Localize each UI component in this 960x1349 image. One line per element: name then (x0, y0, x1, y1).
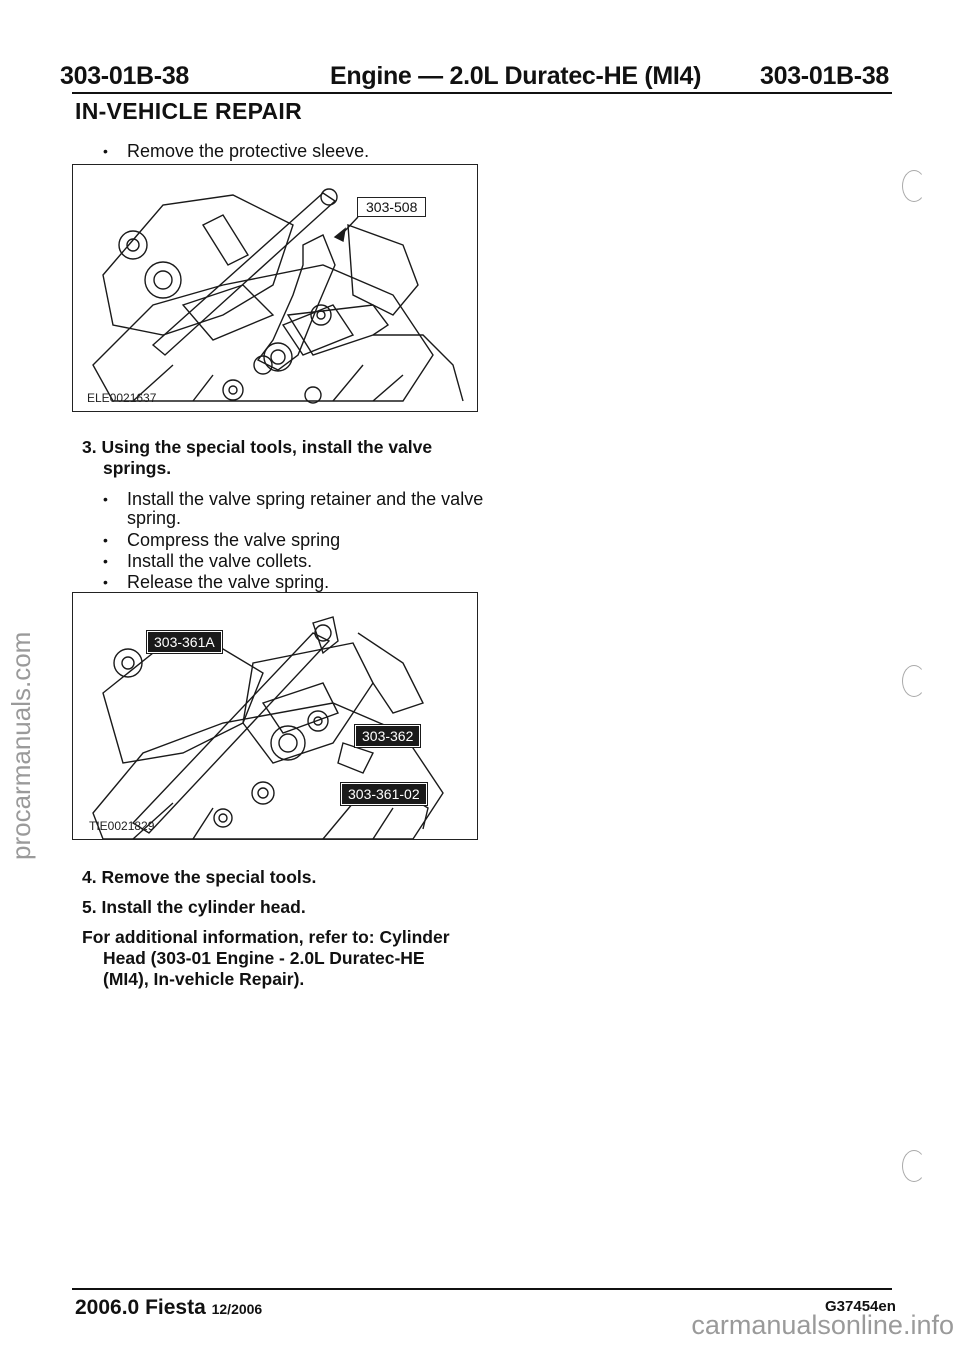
bullet-item (103, 530, 341, 551)
footer-rule (72, 1288, 892, 1290)
footer-date: 12/2006 (211, 1301, 263, 1317)
bullet-text: Release the valve spring. (127, 572, 330, 592)
step-4: 4. Remove the special tools. (82, 867, 317, 887)
bullet-icon: • (103, 574, 108, 590)
header-rule (72, 92, 892, 94)
footer-model-name: 2006.0 Fiesta (75, 1296, 206, 1319)
bullet-icon: • (103, 491, 108, 507)
bullet-icon: • (103, 143, 108, 159)
step-3-title: 3. Using the special tools, install the valve (82, 437, 433, 457)
footer-model (75, 1296, 262, 1320)
reference-note-line-1: For additional information, refer to: Cylinder (82, 927, 450, 947)
footer-code: G37454en (825, 1298, 896, 1315)
section-title: IN-VEHICLE REPAIR (75, 98, 303, 124)
bullet-text: Install the valve spring retainer and the valve (127, 489, 484, 509)
bullet-item-continuation: spring. (127, 508, 182, 528)
reference-note-line-2: Head (303-01 Engine - 2.0L Duratec-HE (103, 948, 425, 968)
figure-2 (72, 592, 478, 840)
bullet-item (103, 572, 330, 593)
bullet-icon: • (103, 532, 108, 548)
figure-2-callout-2: 303-362 (355, 725, 420, 747)
bullet-item (103, 489, 484, 510)
bullet-text: Compress the valve spring (127, 530, 341, 550)
bullet-text: Remove the protective sleeve. (127, 141, 370, 161)
bullet-item (103, 141, 370, 162)
bullet-text: Install the valve collets. (127, 551, 313, 571)
step-3-title-cont: springs. (103, 458, 172, 478)
bullet-item (103, 551, 313, 572)
binder-mark (902, 665, 926, 697)
figure-1-id: ELE0021637 (87, 391, 157, 405)
figure-1-callout: 303-508 (357, 197, 426, 217)
page-header-title: Engine — 2.0L Duratec-HE (MI4) (330, 62, 702, 90)
figure-2-id: TIE0021829 (89, 819, 155, 833)
binder-mark (902, 170, 926, 202)
figure-2-callout-3: 303-361-02 (341, 783, 427, 805)
watermark-left: procarmanuals.com (6, 631, 36, 860)
step-5: 5. Install the cylinder head. (82, 897, 306, 917)
watermark-bottom: carmanualsonline.info (691, 1310, 954, 1340)
binder-mark (902, 1150, 926, 1182)
reference-note-line-3: (MI4), In-vehicle Repair). (103, 969, 305, 989)
figure-1 (72, 164, 478, 412)
page-header-right: 303-01B-38 (760, 62, 890, 90)
bullet-icon: • (103, 553, 108, 569)
page-header-left: 303-01B-38 (60, 62, 190, 90)
figure-2-callout-1: 303-361A (147, 631, 222, 653)
